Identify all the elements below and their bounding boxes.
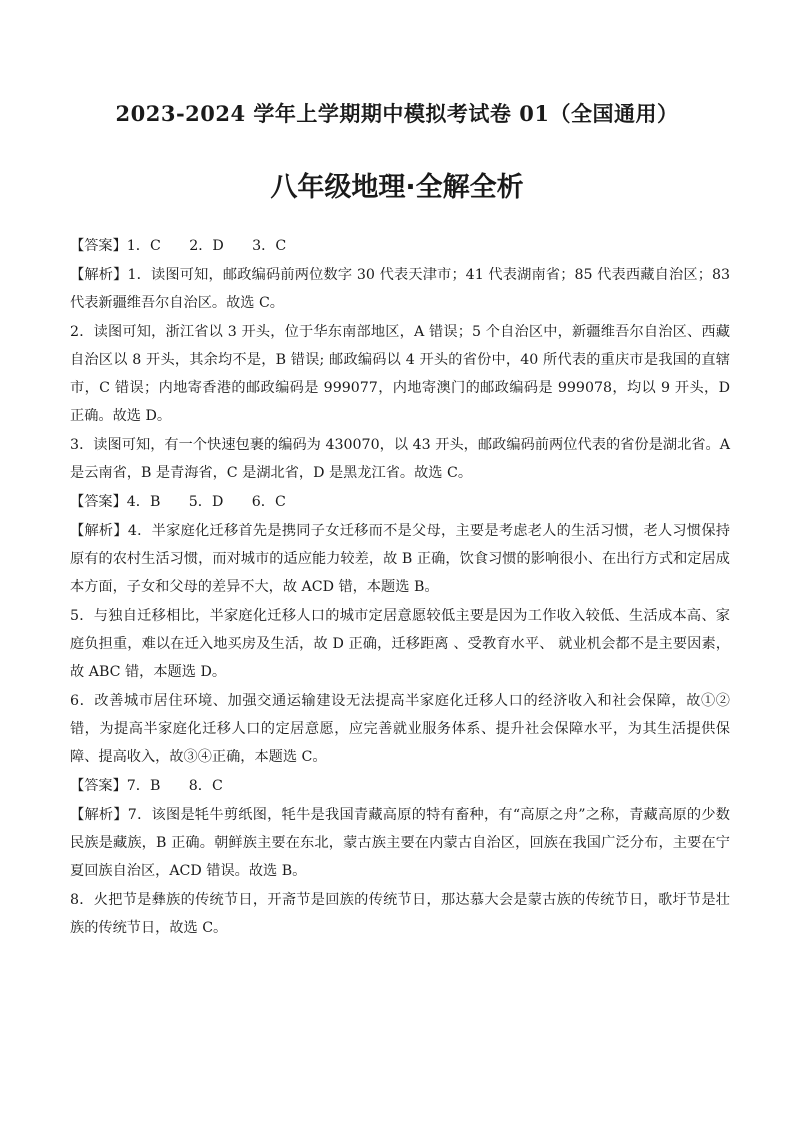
analysis-q2: 2．读图可知，浙江省以 3 开头，位于华东南部地区，A 错误；5 个自治区中，新疆维吾尔自治区、西藏自治区以 8 开头，其余均不是，B 错误; 邮政编码以 4 开头的省份中，40 所代表的重庆市是我国的直辖市，C 错误；内地寄香港的邮政编码是 999077，内地寄澳门的邮政编码是 999078，均以 9 开头，D 正确。故选 D。 xyxy=(70,324,730,424)
analysis-q8: 8．火把节是彝族的传统节日，开斋节是回族的传统节日，那达慕大会是蒙古族的传统节日，歌圩节是壮族的传统节日，故选 C。 xyxy=(70,892,730,936)
answer-line-4-6: 【答案】4．B 5．D 6．C xyxy=(70,494,286,510)
answer-line-7-8: 【答案】7．B 8．C xyxy=(70,778,223,794)
exam-title: 2023-2024 学年上学期期中模拟考试卷 01（全国通用） xyxy=(115,101,679,126)
answer-line-1-3: 【答案】1．C 2．D 3．C xyxy=(70,238,287,254)
analysis-q5: 5．与独自迁移相比，半家庭化迁移人口的城市定居意愿较低主要是因为工作收入较低、生活成本高、家庭负担重，难以在迁入地买房及生活，故 D 正确，迁移距离 、受教育水平、 就业机会都不是主要因素，故 ABC 错，本题选 D。 xyxy=(70,608,730,680)
analysis-q4: 【解析】4．半家庭化迁移首先是携同子女迁移而不是父母，主要是考虑老人的生活习惯，老人习惯保持原有的农村生活习惯，而对城市的适应能力较差，故 B 正确，饮食习惯的影响很小、在出行方式和定居成本方面，子女和父母的差异不大，故 ACD 错，本题选 B。 xyxy=(70,523,730,595)
answer-analysis-body xyxy=(70,232,730,943)
analysis-q6: 6．改善城市居住环境、加强交通运输建设无法提高半家庭化迁移人口的经济收入和社会保障，故①②错，为提高半家庭化迁移人口的定居意愿，应完善就业服务体系、提升社会保障水平，为其生活提供保障、提高收入，故③④正确，本题选 C。 xyxy=(70,693,730,765)
analysis-q3: 3．读图可知，有一个快速包裹的编码为 430070，以 43 开头，邮政编码前两位代表的省份是湖北省。A 是云南省，B 是青海省，C 是湖北省，D 是黑龙江省。故选 C。 xyxy=(70,437,730,481)
exam-subtitle: 八年级地理·全解全析 xyxy=(270,172,524,203)
analysis-q1: 【解析】1．读图可知，邮政编码前两位数字 30 代表天津市；41 代表湖南省；85 代表西藏自治区；83 代表新疆维吾尔自治区。故选 C。 xyxy=(70,267,730,311)
analysis-q7: 【解析】7．该图是牦牛剪纸图，牦牛是我国青藏高原的特有畜种，有“高原之舟”之称，青藏高原的少数民族是藏族，B 正确。朝鲜族主要在东北，蒙古族主要在内蒙古自治区，回族在我国广泛分布，主要在宁夏回族自治区，ACD 错误。故选 B。 xyxy=(70,807,730,879)
